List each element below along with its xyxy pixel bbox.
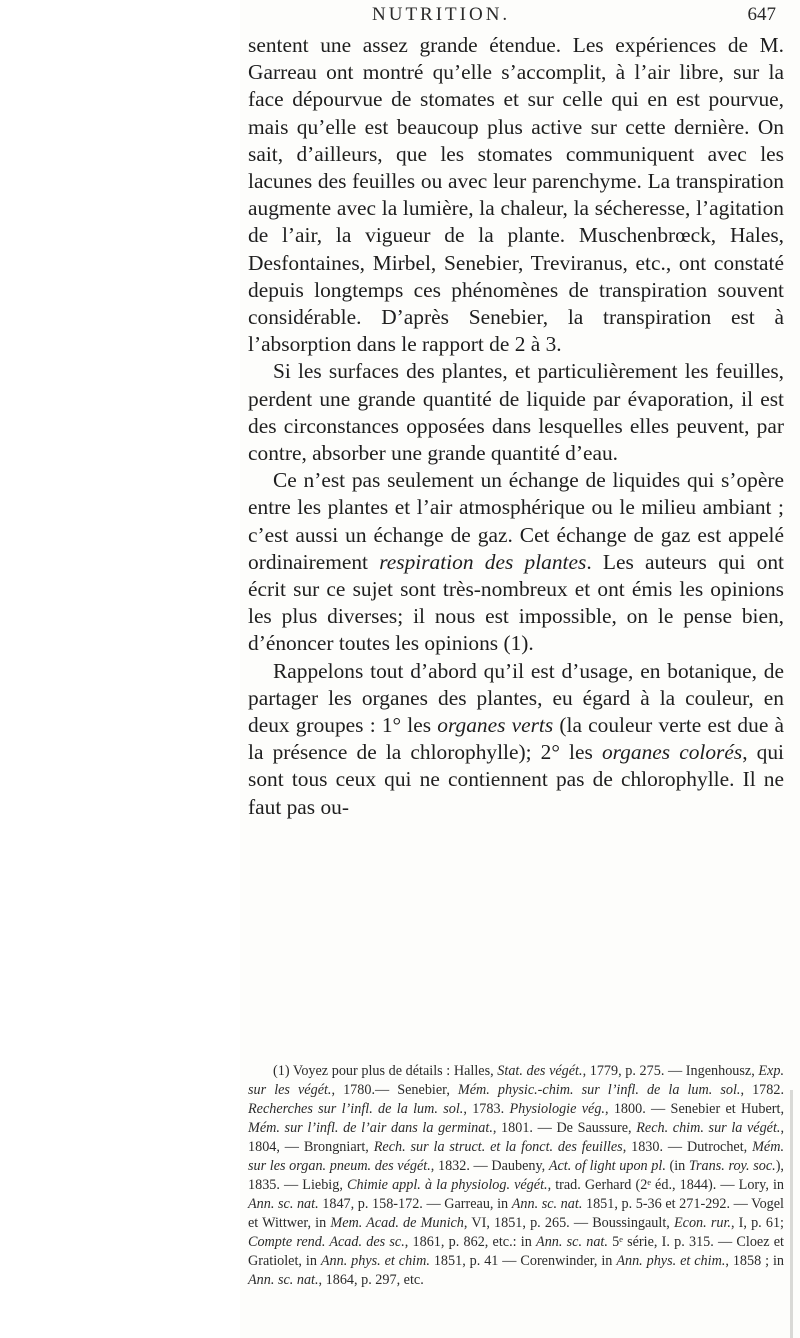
blank-margin: [0, 0, 240, 1338]
footnote-text: , 1804, — Brongniart,: [248, 1120, 785, 1155]
footnote-citation: Ann. phys. et chim.: [616, 1253, 726, 1269]
footnote-citation: Ann. sc. nat.: [536, 1234, 608, 1250]
footnote-text: 5ᵉ série, I. p. 315. — Cloez et Gratiolet, in: [248, 1234, 784, 1269]
footnote-citation: Stat. des végét.: [497, 1063, 583, 1079]
footnote-citation: Mém. sur les organ. pneum. des végét.: [248, 1139, 785, 1174]
footnote-text: , I, p. 61;: [730, 1215, 784, 1231]
footnote-text: , 1858 ; in: [725, 1253, 785, 1269]
footnote-text: , 1780.— Senebier,: [331, 1082, 458, 1098]
page-edge-shadow: [790, 1090, 793, 1338]
page-number: 647: [747, 4, 776, 25]
footnote-citation: Econ. rur.: [673, 1215, 731, 1231]
footnote-citation: Ann. sc. nat.: [511, 1196, 583, 1212]
paragraph-text: , qui sont tous ceux qui ne contiennent pas de chlorophylle. Il ne faut pas ou-: [248, 740, 784, 819]
footnote-text: , 1861, p. 862, etc.: in: [404, 1234, 537, 1250]
footnote-text: ), 1835. — Liebig,: [248, 1158, 784, 1193]
paragraph-absorption: [248, 358, 784, 467]
footnote-citation: Ann. sc. nat.: [248, 1196, 319, 1212]
footnote-text: , VI, 1851, p. 265. — Boussingault,: [463, 1215, 674, 1231]
footnote-citation: Act. of light upon pl.: [548, 1158, 666, 1174]
footnote-text: (1) Voyez pour plus de détails : Halles,: [273, 1063, 498, 1079]
footnote-citation: Ann. phys. et chim.: [320, 1253, 430, 1269]
footnote-citation: Mem. Acad. de Munich: [330, 1215, 464, 1231]
running-head: NUTRITION.: [372, 4, 511, 25]
paragraph-text: Si les surfaces des plantes, et particulièrement les feuilles, perdent une grande quantité de liquide par évaporation, il est des circonstances opposées dans lesquelles elles peuvent, par contre, absorber une grande quantité d’eau.: [248, 359, 784, 466]
footnote-citation: Exp. sur les végét.: [248, 1063, 784, 1098]
footnote-text: , 1782.: [740, 1082, 784, 1098]
footnote-1: [248, 1062, 784, 1290]
footnote-text: , 1779, p. 275. — Ingenhousz,: [582, 1063, 759, 1079]
paragraph-text: sentent une assez grande étendue. Les expériences de M. Garreau ont montré qu’elle s’accomplit, à l’air libre, sur la face dépourvue de stomates et sur celle qui en est pourvue, mais qu’elle est beaucoup plus active sur cette dernière. On sait, d’ailleurs, que les stomates communiquent avec les lacunes des feuilles ou avec leur parenchyme. La transpiration augmente avec la lumière, la chaleur, la sécheresse, l’agitation de l’air, la vigueur de la plante. Muschenbrœck, Hales, Desfontaines, Mirbel, Senebier, Treviranus, etc., ont constaté depuis longtemps ces phénomènes de transpiration souvent considérable. D’après Senebier, la transpiration est à l’absorption dans le rapport de 2 à 3.: [248, 33, 784, 357]
footnote-text: , 1801. — De Saussure,: [492, 1120, 637, 1136]
footnote-text: 1851, p. 41 — Corenwinder, in: [429, 1253, 617, 1269]
footnote-citation: Physiologie vég.: [509, 1101, 605, 1117]
paragraph-text: Rappelons tout d’abord qu’il est d’usage, en botanique, de partager les organes des plantes, eu égard à la couleur, en deux groupes : 1° les: [248, 658, 784, 738]
footnote-citation: Chimie appl. à la physiolog. végét.: [347, 1177, 548, 1193]
footnote-text: , trad. Gerhard (2ᵉ éd., 1844). — Lory, in: [547, 1177, 785, 1193]
footnote-text: , 1800. — Senebier et Hubert,: [604, 1101, 784, 1117]
footnote-text: , 1864, p. 297, etc.: [318, 1272, 424, 1288]
footnote-citation: Mém. physic.-chim. sur l’infl. de la lum. sol.: [457, 1082, 741, 1098]
body-text: [248, 32, 784, 821]
paragraph-organ-groups: [248, 658, 784, 821]
footnote-text: , 1783.: [463, 1101, 510, 1117]
footnote-citation: Ann. sc. nat.: [248, 1272, 319, 1288]
footnote-text: (in: [665, 1158, 689, 1174]
italic-term: respiration des plantes: [379, 549, 587, 574]
paragraph-text: Ce n’est pas seulement un échange de liquides qui s’opère entre les plantes et l’air atmosphérique ou le milieu ambiant ; c’est aussi un échange de gaz. Cet échange de gaz est appelé ordinairement: [248, 468, 784, 574]
paragraph-text: (la couleur verte est due à la présence de la chlorophylle); 2° les: [248, 713, 785, 765]
italic-term: organes colorés: [601, 740, 743, 765]
footnote-citation: Mém. sur l’infl. de l’air dans la germinat.: [248, 1120, 493, 1136]
page-header: [250, 4, 790, 30]
paragraph-text: . Les auteurs qui ont écrit sur ce sujet sont très-nombreux et ont émis les opinions les plus diverses; il nous est impossible, on le pense bien, d’énoncer toutes les opinions (1).: [248, 549, 784, 656]
footnote-citation: Trans. roy. soc.: [688, 1158, 776, 1174]
footnotes: [248, 1062, 784, 1290]
footnote-citation: Recherches sur l’infl. de la lum. sol.: [248, 1101, 464, 1117]
paragraph-respiration: [248, 467, 784, 657]
footnote-text: 1847, p. 158-172. — Garreau, in: [318, 1196, 512, 1212]
italic-term: organes verts: [437, 713, 554, 738]
paragraph-transpiration: [248, 32, 784, 358]
footnote-citation: Rech. chim. sur la végét.: [636, 1120, 781, 1136]
footnote-text: , 1832. — Daubeny,: [430, 1158, 549, 1174]
footnote-text: , 1830. — Dutrochet,: [622, 1139, 753, 1155]
footnote-citation: Compte rend. Acad. des sc.: [248, 1234, 405, 1250]
footnote-text: 1851, p. 5-36 et 271-292. — Vogel et Wittwer, in: [248, 1196, 784, 1231]
footnote-citation: Rech. sur la struct. et la fonct. des feuilles: [373, 1139, 623, 1155]
